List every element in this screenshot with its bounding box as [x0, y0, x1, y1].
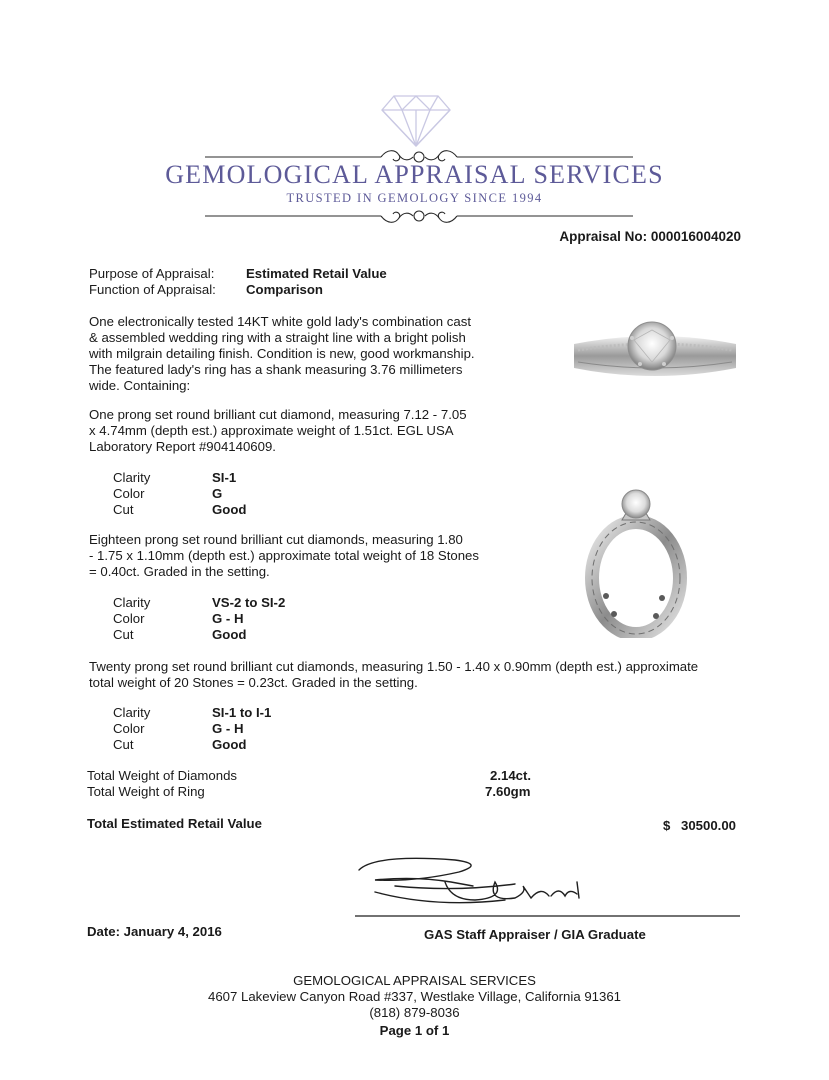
spec-value-color: G [212, 486, 223, 501]
appraisal-date: Date: January 4, 2016 [87, 924, 222, 939]
center-stone-line: x 4.74mm (depth est.) approximate weight of 1.51ct. EGL USA [89, 423, 454, 438]
spec-label-cut: Cut [113, 627, 134, 642]
center-stone-line: Laboratory Report #904140609. [89, 439, 276, 454]
purpose-label: Purpose of Appraisal: [89, 266, 215, 281]
currency-symbol: $ [663, 818, 671, 833]
spec-value-cut: Good [212, 502, 247, 517]
appraisal-number: Appraisal No: 000016004020 [559, 229, 741, 244]
page-number: Page 1 of 1 [379, 1023, 450, 1038]
spec-label-clarity: Clarity [113, 470, 151, 485]
total-retail-value: 30500.00 [681, 818, 737, 833]
ring-photo-side [584, 486, 688, 638]
spec-label-cut: Cut [113, 737, 134, 752]
description-line: One electronically tested 14KT white gold lady's combination cast [89, 314, 471, 329]
footer-address: 4607 Lakeview Canyon Road #337, Westlake Village, California 91361 [208, 989, 621, 1004]
spec-value-color: G - H [212, 721, 244, 736]
spec-value-clarity: VS-2 to SI-2 [212, 595, 286, 610]
scroll-ornament-icon [205, 205, 633, 227]
description-line: & assembled wedding ring with a straight line with a bright polish [89, 330, 466, 345]
side-stones-18-line: - 1.75 x 1.10mm (depth est.) approximate total weight of 18 Stones [89, 548, 479, 563]
total-ring-weight-label: Total Weight of Ring [87, 784, 205, 799]
description-line: with milgrain detailing finish. Condition is new, good workmanship. [89, 346, 475, 361]
spec-value-color: G - H [212, 611, 244, 626]
center-stone-line: One prong set round brilliant cut diamond, measuring 7.12 - 7.05 [89, 407, 467, 422]
diamond-icon [380, 92, 452, 148]
total-diamonds-label: Total Weight of Diamonds [87, 768, 238, 783]
function-value: Comparison [246, 282, 323, 297]
item-description [89, 314, 509, 394]
spec-label-clarity: Clarity [113, 705, 151, 720]
total-retail-label: Total Estimated Retail Value [87, 816, 262, 831]
side-stones-20-line: total weight of 20 Stones = 0.23ct. Graded in the setting. [89, 675, 418, 690]
spec-label-cut: Cut [113, 502, 134, 517]
side-stones-18-line: Eighteen prong set round brilliant cut diamonds, measuring 1.80 [89, 532, 463, 547]
total-diamonds-value: 2.14ct. [490, 768, 532, 783]
spec-label-color: Color [113, 486, 145, 501]
total-ring-weight-value: 7.60gm [485, 784, 531, 799]
center-stone-description [89, 407, 509, 455]
tagline: TRUSTED IN GEMOLOGY SINCE 1994 [286, 191, 543, 205]
side-stones-18-line: = 0.40ct. Graded in the setting. [89, 564, 270, 579]
spec-label-color: Color [113, 611, 145, 626]
spec-value-cut: Good [212, 737, 247, 752]
footer-company-name: GEMOLOGICAL APPRAISAL SERVICES [293, 973, 536, 988]
function-label: Function of Appraisal: [89, 282, 216, 297]
spec-value-clarity: SI-1 to I-1 [212, 705, 272, 720]
description-line: The featured lady's ring has a shank measuring 3.76 millimeters [89, 362, 463, 377]
company-name: GEMOLOGICAL APPRAISAL SERVICES [165, 160, 664, 189]
spec-value-cut: Good [212, 627, 247, 642]
purpose-value: Estimated Retail Value [246, 266, 387, 281]
ring-photo-top [570, 310, 740, 398]
side-stones-20-line: Twenty prong set round brilliant cut diamonds, measuring 1.50 - 1.40 x 0.90mm (depth est.) approximate [89, 659, 699, 674]
spec-value-clarity: SI-1 [212, 470, 237, 485]
footer-phone: (818) 879-8036 [369, 1005, 460, 1020]
description-line: wide. Containing: [89, 378, 191, 393]
spec-label-color: Color [113, 721, 145, 736]
appraiser-signature [355, 852, 740, 924]
signer-title: GAS Staff Appraiser / GIA Graduate [424, 927, 646, 942]
side-stones-20-description [89, 659, 729, 691]
spec-label-clarity: Clarity [113, 595, 151, 610]
side-stones-18-description [89, 532, 509, 580]
